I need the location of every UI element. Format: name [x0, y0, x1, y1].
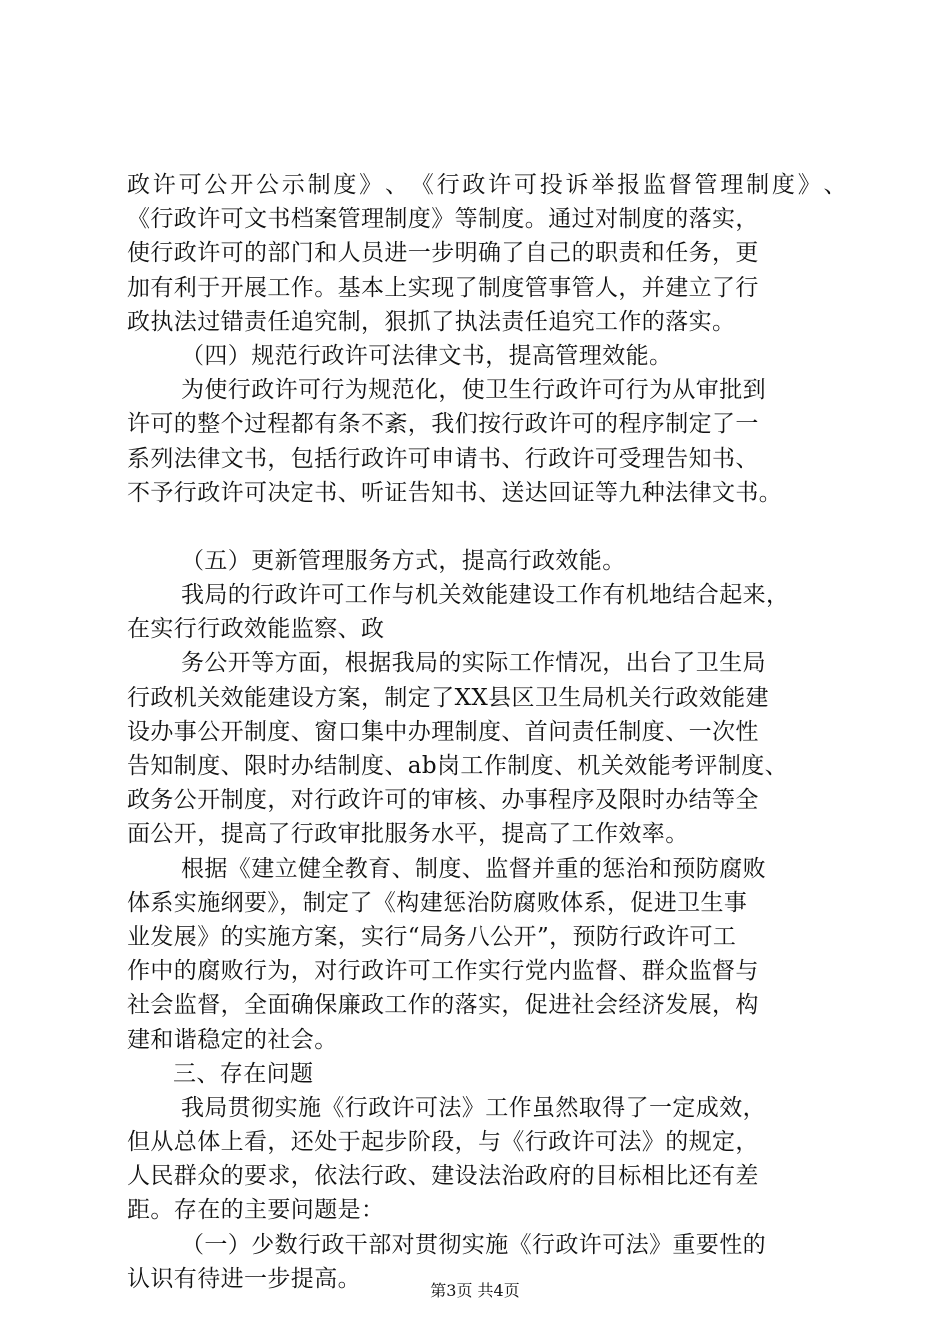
text-glyph: 监: [642, 172, 667, 198]
body-line: 《行政许可文书档案管理制度》等制度。通过对制度的落实，: [127, 206, 759, 233]
body-line: 社会监督，全面确保廉政工作的落实，促进社会经济发展，构: [127, 992, 759, 1019]
paragraph-first-line: 我局的行政许可工作与机关效能建设工作有机地结合起来，: [181, 582, 790, 609]
text-glyph: 许: [488, 172, 512, 198]
text-glyph: 制: [307, 172, 331, 198]
body-line: 认识有待进一步提高。: [127, 1265, 361, 1292]
paragraph-first-line: 为使行政许可行为规范化，使卫生行政许可行为从审批到: [181, 377, 766, 404]
text-glyph: 可: [178, 172, 202, 198]
body-line: [127, 168, 847, 202]
text-glyph: 管: [694, 172, 718, 198]
text-glyph: 许: [152, 172, 177, 198]
body-line: 政务公开制度，对行政许可的审核、办事程序及限时办结等全: [127, 787, 759, 814]
page-number-footer: 第3页 共4页: [430, 1281, 520, 1300]
body-line: 面公开，提高了行政审批服务水平，提高了工作效率。: [127, 821, 689, 848]
section-heading: 三、存在问题: [173, 1060, 314, 1087]
text-glyph: 政: [127, 172, 151, 198]
text-glyph: 、: [823, 172, 847, 198]
paragraph-first-line: 根据《建立健全教育、制度、监督并重的惩治和预防腐败: [181, 855, 766, 882]
text-glyph: 督: [668, 172, 693, 198]
section-heading: （五）更新管理服务方式，提高行政效能。: [181, 547, 626, 574]
text-glyph: 、: [384, 172, 409, 198]
paragraph-gap: [127, 510, 847, 544]
body-line: 系列法律文书，包括行政许可申请书、行政许可受理告知书、: [127, 445, 759, 472]
paragraph-first-line: 我局贯彻实施《行政许可法》工作虽然取得了一定成效，: [181, 1094, 766, 1121]
body-line: 许可的整个过程都有条不紊，我们按行政许可的程序制定了一: [127, 411, 759, 438]
section-heading: （一）少数行政干部对贯彻实施《行政许可法》重要性的: [181, 1231, 766, 1258]
text-glyph: 理: [720, 172, 744, 198]
document-body: [127, 168, 847, 1296]
text-glyph: 公: [204, 172, 228, 198]
body-line: 加有利于开展工作。基本上实现了制度管事管人，并建立了行: [127, 274, 759, 301]
body-line: 建和谐稳定的社会。: [127, 1026, 338, 1053]
body-line: 设办事公开制度、窗口集中办理制度、首问责任制度、一次性: [127, 718, 759, 745]
body-line: 业发展》的实施方案，实行“局务八公开”，预防行政许可工: [127, 923, 737, 950]
body-line: 政执法过错责任追究制，狠抓了执法责任追究工作的落实。: [127, 308, 736, 335]
body-line: 使行政许可的部门和人员进一步明确了自己的职责和任务，更: [127, 240, 759, 267]
text-glyph: 诉: [565, 172, 589, 198]
text-glyph: 政: [462, 172, 486, 198]
body-line: 告知制度、限时办结制度、ab岗工作制度、机关效能考评制度、: [127, 753, 789, 779]
body-line: 不予行政许可决定书、听证告知书、送达回证等九种法律文书。: [127, 479, 783, 506]
section-heading: （四）规范行政许可法律文书，提高管理效能。: [181, 342, 673, 369]
text-glyph: 行: [436, 172, 460, 198]
body-line: 作中的腐败行为，对行政许可工作实行党内监督、群众监督与: [127, 958, 759, 985]
text-glyph: 《: [410, 172, 435, 198]
body-line: 距。存在的主要问题是：: [127, 1197, 385, 1224]
text-glyph: 》: [797, 172, 822, 198]
body-line: 人民群众的要求，依法行政、建设法治政府的目标相比还有差: [127, 1163, 759, 1190]
text-glyph: 可: [513, 172, 538, 198]
body-line: 行政机关效能建设方案，制定了XX县区卫生局机关行政效能建: [127, 684, 769, 711]
text-glyph: 制: [746, 172, 770, 198]
text-glyph: 公: [255, 172, 280, 198]
paragraph-first-line: 务公开等方面，根据我局的实际工作情况，出台了卫生局: [181, 650, 766, 677]
text-glyph: 报: [617, 172, 641, 198]
text-glyph: 举: [591, 172, 615, 198]
text-glyph: 开: [230, 172, 254, 198]
text-glyph: 度: [771, 172, 796, 198]
text-glyph: 投: [539, 172, 564, 198]
text-glyph: 示: [281, 172, 306, 198]
body-line: 但从总体上看，还处于起步阶段，与《行政许可法》的规定，: [127, 1129, 759, 1156]
text-glyph: 》: [359, 172, 383, 198]
body-line: 体系实施纲要》，制定了《构建惩治防腐败体系，促进卫生事: [127, 889, 748, 916]
text-glyph: 度: [333, 172, 357, 198]
body-line: 在实行行政效能监察、政: [127, 616, 385, 643]
